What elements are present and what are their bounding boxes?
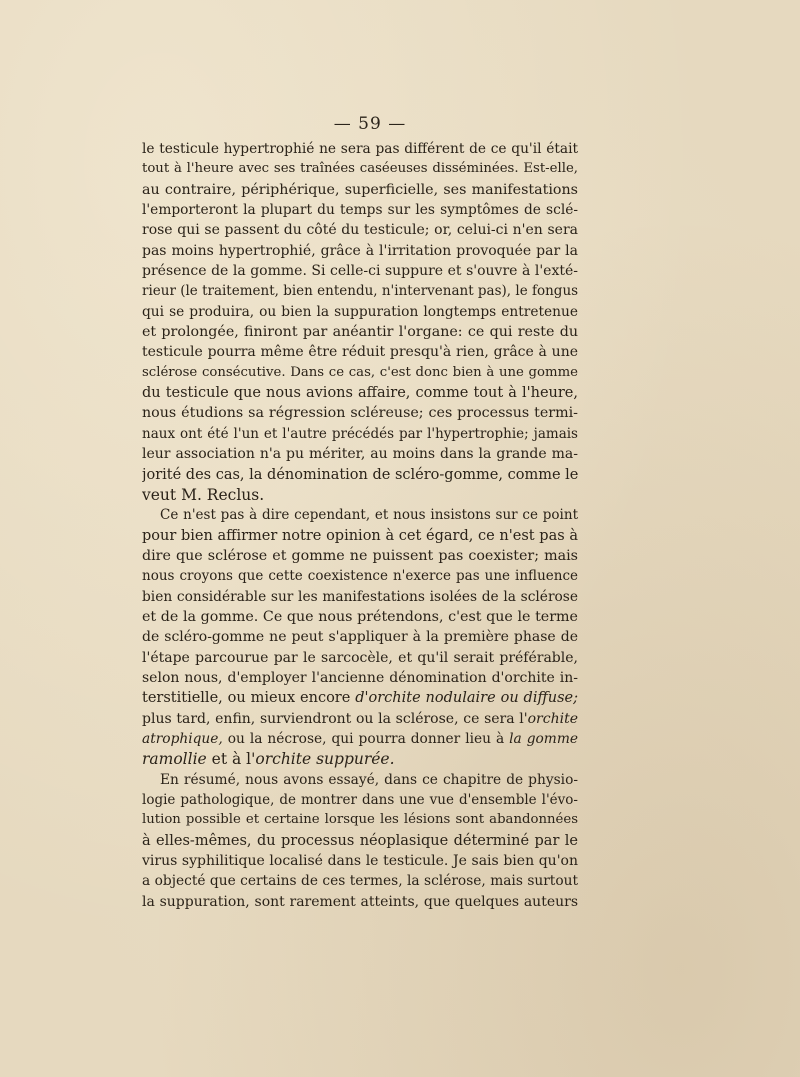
- text-line: la suppuration, sont rarement atteints, que quelques auteurs: [142, 893, 578, 910]
- italic-run: la gomme: [509, 730, 578, 747]
- text-line: pas moins hypertrophié, grâce à l'irritation provoquée par la: [142, 242, 578, 259]
- text-line: au contraire, périphérique, superficielle, ses manifestations: [142, 181, 578, 198]
- text-line: bien considérable sur les manifestations isolées de la sclérose: [142, 588, 578, 605]
- text-line: pour bien affirmer notre opinion à cet égard, ce n'est pas à: [142, 527, 578, 544]
- text-line: [142, 749, 578, 769]
- text-line: le testicule hypertrophié ne sera pas différent de ce qu'il était: [142, 141, 578, 157]
- text-line: l'emporteront la plupart du temps sur les symptômes de sclé-: [142, 202, 578, 219]
- italic-run: atrophique,: [142, 730, 223, 747]
- text-line: [142, 709, 578, 729]
- text-line: qui se produira, ou bien la suppuration longtemps entretenue: [142, 303, 578, 320]
- text-line: veut M. Reclus.: [142, 485, 265, 504]
- italic-run: orchite suppurée.: [255, 750, 395, 769]
- text-line: tout à l'heure avec ses traînées caséeuses disséminées. Est-elle,: [142, 161, 578, 177]
- text-line: a objecté que certains de ces termes, la sclérose, mais surtout: [142, 873, 578, 890]
- text-line: jorité des cas, la dénomination de scléro-gomme, comme le: [142, 466, 578, 483]
- text-line: l'étape parcourue par le sarcocèle, et qu'il serait préférable,: [142, 649, 578, 666]
- text-line: Ce n'est pas à dire cependant, et nous insistons sur ce point: [160, 507, 578, 524]
- text-line: rieur (le traitement, bien entendu, n'intervenant pas), le fongus: [142, 283, 578, 300]
- body-text: [142, 139, 578, 912]
- text-line: dire que sclérose et gomme ne puissent pas coexister; mais: [142, 547, 578, 564]
- text-run: ou la nécrose, qui pourra donner lieu à: [222, 730, 510, 747]
- text-line: rose qui se passent du côté du testicule; or, celui-ci n'en sera: [142, 222, 578, 239]
- text-line: de scléro-gomme ne peut s'appliquer à la première phase de: [142, 629, 578, 646]
- text-line: et de la gomme. Ce que nous prétendons, c'est que le terme: [142, 608, 578, 625]
- text-line: selon nous, d'employer l'ancienne dénomination d'orchite in-: [142, 669, 578, 686]
- text-line: nous étudions sa régression scléreuse; ces processus termi-: [142, 405, 578, 422]
- text-line: présence de la gomme. Si celle-ci suppure et s'ouvre à l'exté-: [142, 263, 578, 280]
- text-line: virus syphilitique localisé dans le testicule. Je sais bien qu'on: [142, 853, 578, 870]
- text-line: lution possible et certaine lorsque les lésions sont abandonnées: [142, 812, 578, 828]
- italic-run: orchite: [527, 710, 578, 727]
- text-line: nous croyons que cette coexistence n'exerce pas une influence: [142, 568, 578, 585]
- text-line: [142, 688, 578, 708]
- text-line: à elles-mêmes, du processus néoplasique déterminé par le: [142, 832, 578, 849]
- page-number: — 59 —: [333, 114, 407, 134]
- text-line: sclérose consécutive. Dans ce cas, c'est donc bien à une gomme: [142, 364, 578, 380]
- italic-run: d'orchite nodulaire ou diffuse;: [355, 690, 578, 707]
- text-line: En résumé, nous avons essayé, dans ce chapitre de physio-: [160, 771, 578, 788]
- text-run: plus tard, enfin, surviendront ou la sclérose, ce sera l': [142, 710, 528, 727]
- text-line: du testicule que nous avions affaire, comme tout à l'heure,: [142, 385, 578, 402]
- text-line: logie pathologique, de montrer dans une vue d'ensemble l'évo-: [142, 792, 578, 808]
- text-line: leur association n'a pu mériter, au moins dans la grande ma-: [142, 446, 578, 463]
- text-line: naux ont été l'un et l'autre précédés par l'hypertrophie; jamais: [142, 425, 578, 442]
- text-line: testicule pourra même être réduit presqu'à rien, grâce à une: [142, 344, 578, 361]
- text-run: terstitielle, ou mieux encore: [142, 690, 351, 707]
- text-line: et prolongée, finiront par anéantir l'organe: ce qui reste du: [142, 324, 578, 341]
- text-run: et à l': [206, 750, 256, 769]
- text-line: [142, 729, 578, 749]
- italic-run: ramollie: [142, 750, 207, 769]
